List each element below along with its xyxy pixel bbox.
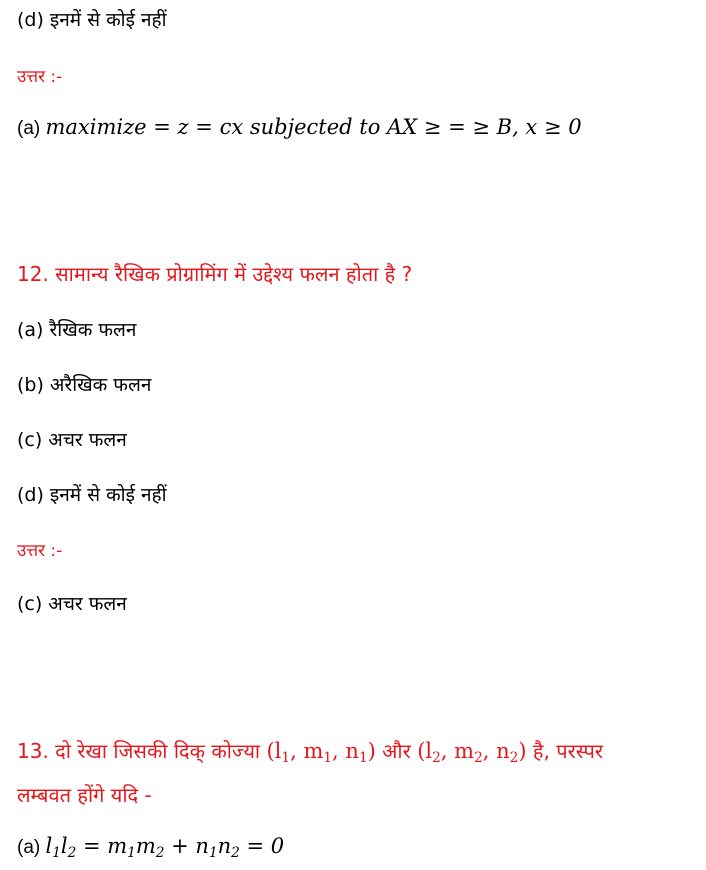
q12-option-d: (d) इनमें से कोई नहीं: [17, 484, 167, 506]
q13-question-tail: है, परस्पर: [526, 739, 604, 763]
q11-answer-label: उत्तर :-: [17, 67, 63, 87]
q13-question-text: 13. दो रेखा जिसकी दिक् कोज्या: [17, 739, 267, 763]
q13-direction-cosines-2: ($l_2$, $m_2$, $n_2$): [417, 739, 527, 767]
q13-question-line2: लम्बवत होंगे यदि -: [17, 783, 152, 807]
q11-answer: [17, 115, 582, 140]
q13-question-line1: [17, 737, 603, 766]
q13-and: और: [375, 739, 418, 763]
q11-answer-formula: maximize = z = cx subjected to AX ≥ = ≥ B, x ≥ 0: [45, 115, 582, 139]
q13-direction-cosines-1: ($l_1$, $m_1$, $n_1$): [266, 739, 376, 767]
q11-answer-prefix: (a): [17, 118, 46, 139]
q13-option-a-prefix: (a): [17, 837, 46, 858]
q12-answer-label: उत्तर :-: [17, 541, 63, 561]
q11-option-d: (d) इनमें से कोई नहीं: [17, 9, 167, 31]
q12-option-a: (a) रैखिक फलन: [17, 319, 137, 341]
q13-option-a: [17, 834, 284, 861]
q12-question: 12. सामान्य रैखिक प्रोग्रामिंग में उद्देश्य फलन होता है ?: [17, 262, 413, 286]
q12-answer: (c) अचर फलन: [17, 593, 127, 615]
q12-option-b: (b) अरैखिक फलन: [17, 374, 152, 396]
q13-option-a-formula: $l_1l_2 = m_1m_2 + n_1n_2 = 0$: [45, 834, 285, 862]
q12-option-c: (c) अचर फलन: [17, 429, 127, 451]
